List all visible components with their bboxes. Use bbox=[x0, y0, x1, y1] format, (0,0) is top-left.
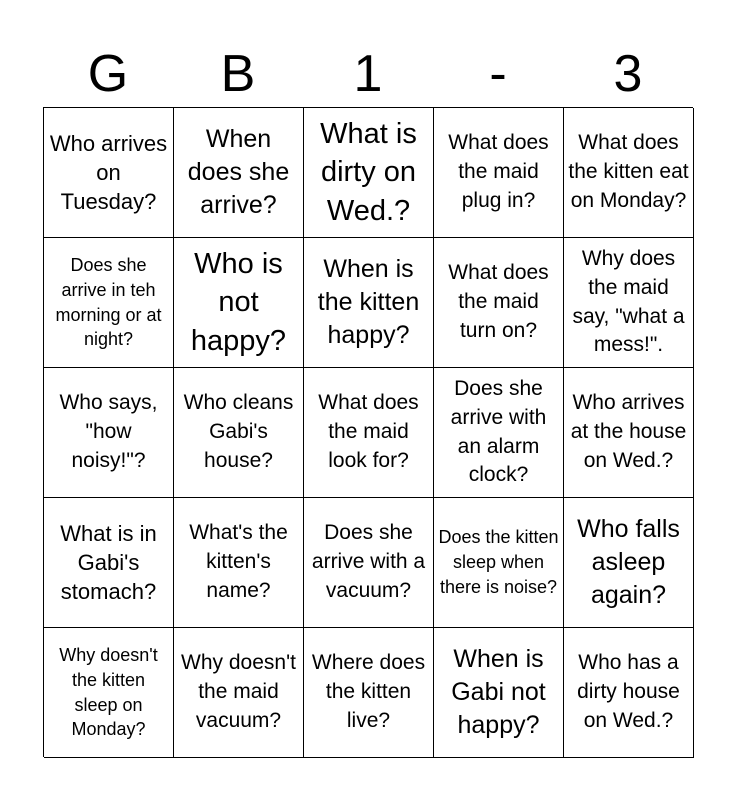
bingo-cell[interactable] bbox=[44, 238, 174, 368]
bingo-cell[interactable] bbox=[304, 108, 434, 238]
bingo-cell[interactable] bbox=[564, 238, 694, 368]
cell-text: Does she arrive in teh morning or at night? bbox=[55, 254, 162, 350]
cell-text: Does she arrive with a vacuum? bbox=[311, 521, 426, 602]
bingo-cell[interactable] bbox=[174, 238, 304, 368]
bingo-cell[interactable] bbox=[434, 108, 564, 238]
bingo-cell[interactable] bbox=[564, 498, 694, 628]
bingo-cell[interactable] bbox=[174, 498, 304, 628]
cell-text: Who falls asleep again? bbox=[577, 515, 680, 609]
bingo-cell[interactable] bbox=[174, 368, 304, 498]
bingo-cell[interactable] bbox=[44, 628, 174, 758]
header-letter-2: B bbox=[220, 45, 256, 103]
bingo-cell[interactable] bbox=[434, 368, 564, 498]
cell-text: Who is not happy? bbox=[190, 248, 287, 357]
cell-text: When is Gabi not happy? bbox=[451, 645, 546, 739]
cell-text: What's the kitten's name? bbox=[189, 521, 288, 602]
cell-text: Who says, "how noisy!"? bbox=[59, 391, 158, 472]
bingo-cell[interactable] bbox=[434, 238, 564, 368]
header-letter-4: - bbox=[489, 45, 507, 103]
bingo-cell[interactable] bbox=[304, 368, 434, 498]
bingo-cell[interactable] bbox=[44, 368, 174, 498]
cell-text: What does the maid turn on? bbox=[448, 261, 549, 342]
cell-text: Why doesn't the kitten sleep on Monday? bbox=[59, 644, 158, 740]
cell-text: Why does the maid say, "what a mess!". bbox=[572, 246, 685, 357]
cell-text: What does the maid plug in? bbox=[448, 131, 549, 212]
cell-text: What is in Gabi's stomach? bbox=[60, 520, 157, 605]
cell-text: When is the kitten happy? bbox=[317, 255, 420, 349]
cell-text: Why doesn't the maid vacuum? bbox=[181, 651, 296, 732]
cell-text: When does she arrive? bbox=[187, 125, 290, 219]
bingo-header bbox=[43, 42, 693, 106]
bingo-cell[interactable] bbox=[174, 628, 304, 758]
cell-text: What is dirty on Wed.? bbox=[320, 118, 417, 227]
cell-text: What does the maid look for? bbox=[318, 391, 419, 472]
bingo-cell[interactable] bbox=[44, 498, 174, 628]
header-letter-1: G bbox=[87, 45, 129, 103]
header-letter-3: 1 bbox=[353, 45, 383, 103]
bingo-grid bbox=[43, 107, 693, 757]
bingo-cell[interactable] bbox=[434, 628, 564, 758]
cell-text: Where does the kitten live? bbox=[311, 651, 426, 732]
bingo-cell[interactable] bbox=[44, 108, 174, 238]
bingo-cell[interactable] bbox=[564, 108, 694, 238]
bingo-cell[interactable] bbox=[304, 238, 434, 368]
cell-text: Does the kitten sleep when there is noise? bbox=[438, 527, 559, 597]
bingo-cell[interactable] bbox=[434, 498, 564, 628]
cell-text: Who has a dirty house on Wed.? bbox=[577, 651, 680, 732]
header-letter-5: 3 bbox=[613, 45, 643, 103]
bingo-cell[interactable] bbox=[564, 368, 694, 498]
cell-text: Who arrives at the house on Wed.? bbox=[570, 391, 687, 472]
bingo-cell[interactable] bbox=[304, 628, 434, 758]
bingo-cell[interactable] bbox=[304, 498, 434, 628]
cell-text: What does the kitten eat on Monday? bbox=[568, 131, 689, 212]
cell-text: Who cleans Gabi's house? bbox=[183, 391, 294, 472]
cell-text: Does she arrive with an alarm clock? bbox=[450, 376, 547, 487]
bingo-cell[interactable] bbox=[564, 628, 694, 758]
cell-text: Who arrives on Tuesday? bbox=[49, 130, 168, 215]
bingo-cell[interactable] bbox=[174, 108, 304, 238]
